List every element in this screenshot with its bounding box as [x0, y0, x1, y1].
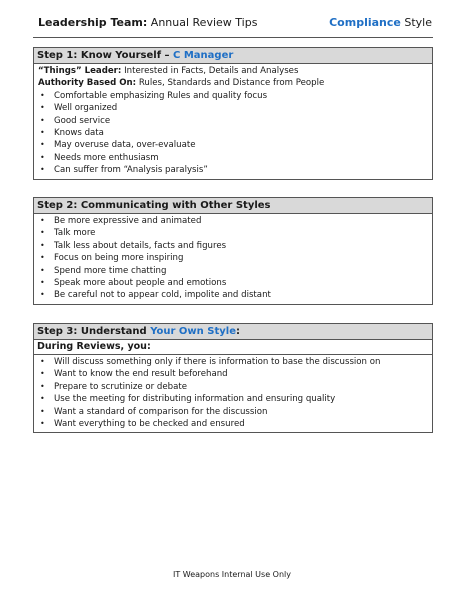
list-item — [34, 227, 432, 239]
section-title-prefix: Step 1: Know Yourself – — [37, 50, 174, 61]
list-item — [34, 381, 432, 393]
page-header — [38, 16, 432, 34]
bullet-icon: • — [40, 357, 45, 366]
list-item — [34, 406, 432, 418]
section-title — [34, 48, 432, 64]
list-item-text: Spend more time chatting — [54, 265, 167, 276]
list-item-text: Want everything to be checked and ensured — [54, 418, 245, 429]
section-title-prefix: Step 3: Understand — [37, 326, 151, 337]
list-item-text: Want to know the end result beforehand — [54, 369, 228, 380]
section-subheading: During Reviews, you: — [34, 340, 432, 355]
list-item-text: Good service — [54, 115, 111, 126]
section-body — [34, 64, 432, 179]
list-item — [34, 139, 432, 151]
list-item — [34, 127, 432, 139]
bullet-icon: • — [40, 290, 45, 300]
bullet-icon: • — [40, 418, 45, 428]
list-item — [34, 265, 432, 277]
list-item — [34, 252, 432, 264]
section-title-suffix: : — [235, 326, 240, 337]
list-item-text: Will discuss something only if there is information to base the discussion on — [54, 357, 381, 367]
list-item-text: Want a standard of comparison for the discussion — [54, 406, 268, 417]
list-item-text: Prepare to scrutinize or debate — [54, 381, 188, 392]
bullet-icon: • — [40, 115, 45, 125]
bullet-icon: • — [40, 165, 45, 175]
list-item — [34, 115, 432, 127]
bullet-icon: • — [40, 394, 45, 404]
bullet-icon: • — [40, 277, 45, 287]
list-item-text: Focus on being more inspiring — [54, 253, 184, 264]
list-item — [34, 289, 432, 301]
bullet-icon: • — [40, 127, 45, 137]
header-title-rest: Annual Review Tips — [147, 16, 258, 29]
list-item-text: Well organized — [54, 103, 118, 114]
bullet-icon: • — [40, 216, 45, 225]
list-item-text: Talk less about details, facts and figures — [54, 240, 227, 251]
section-know-yourself — [33, 47, 433, 180]
list-item — [34, 393, 432, 405]
info-line-text: Interested in Facts, Details and Analyses — [121, 66, 299, 76]
list-item — [34, 240, 432, 252]
bullet-icon: • — [40, 265, 45, 275]
list-item-text: Talk more — [54, 228, 96, 239]
list-item — [34, 277, 432, 289]
list-item-text: May overuse data, over-evaluate — [54, 140, 196, 151]
bullet-icon: • — [40, 253, 45, 263]
list-item — [34, 152, 432, 164]
section-title-accent: Your Own Style — [150, 326, 236, 337]
bullet-icon: • — [40, 228, 45, 238]
header-divider — [33, 37, 433, 38]
list-item — [34, 90, 432, 102]
list-item-text: Needs more enthusiasm — [54, 152, 159, 163]
info-line — [34, 65, 432, 77]
bullet-icon: • — [40, 240, 45, 250]
bullet-list — [34, 90, 432, 177]
list-item — [34, 102, 432, 114]
header-title — [38, 16, 257, 29]
bullet-icon: • — [40, 152, 45, 162]
page-footer: IT Weapons Internal Use Only — [173, 570, 291, 579]
header-style-accent: Compliance — [329, 16, 401, 29]
list-item-text: Can suffer from “Analysis paralysis” — [54, 165, 208, 176]
list-item — [34, 368, 432, 380]
section-communicating — [33, 197, 433, 305]
bullet-icon: • — [40, 369, 45, 379]
bullet-icon: • — [40, 381, 45, 391]
bullet-icon: • — [40, 103, 45, 113]
list-item — [34, 215, 432, 227]
list-item — [34, 356, 432, 368]
header-style-rest: Style — [400, 16, 432, 29]
info-line — [34, 77, 432, 89]
list-item — [34, 418, 432, 430]
section-body — [34, 355, 432, 432]
section-title: Step 2: Communicating with Other Styles — [34, 198, 432, 214]
bullet-list — [34, 356, 432, 430]
list-item-text: Comfortable emphasizing Rules and quality focus — [54, 90, 268, 101]
list-item-text: Speak more about people and emotions — [54, 277, 227, 288]
bullet-list — [34, 215, 432, 302]
info-line-label: “Things” Leader: — [38, 66, 122, 76]
list-item-text: Be careful not to appear cold, impolite and distant — [54, 290, 271, 301]
header-title-bold: Leadership Team: — [38, 16, 148, 29]
section-body — [34, 214, 432, 304]
list-item — [34, 164, 432, 176]
section-title — [34, 324, 432, 340]
info-line-label: Authority Based On: — [38, 78, 137, 89]
section-your-own-style — [33, 323, 433, 433]
header-style — [329, 16, 432, 29]
list-item-text: Use the meeting for distributing information and ensuring quality — [54, 394, 336, 405]
list-item-text: Knows data — [54, 127, 104, 138]
section-title-accent: C Manager — [173, 50, 234, 61]
bullet-icon: • — [40, 140, 45, 150]
bullet-icon: • — [40, 90, 45, 100]
list-item-text: Be more expressive and animated — [54, 216, 202, 226]
info-line-text: Rules, Standards and Distance from People — [136, 78, 325, 89]
bullet-icon: • — [40, 406, 45, 416]
